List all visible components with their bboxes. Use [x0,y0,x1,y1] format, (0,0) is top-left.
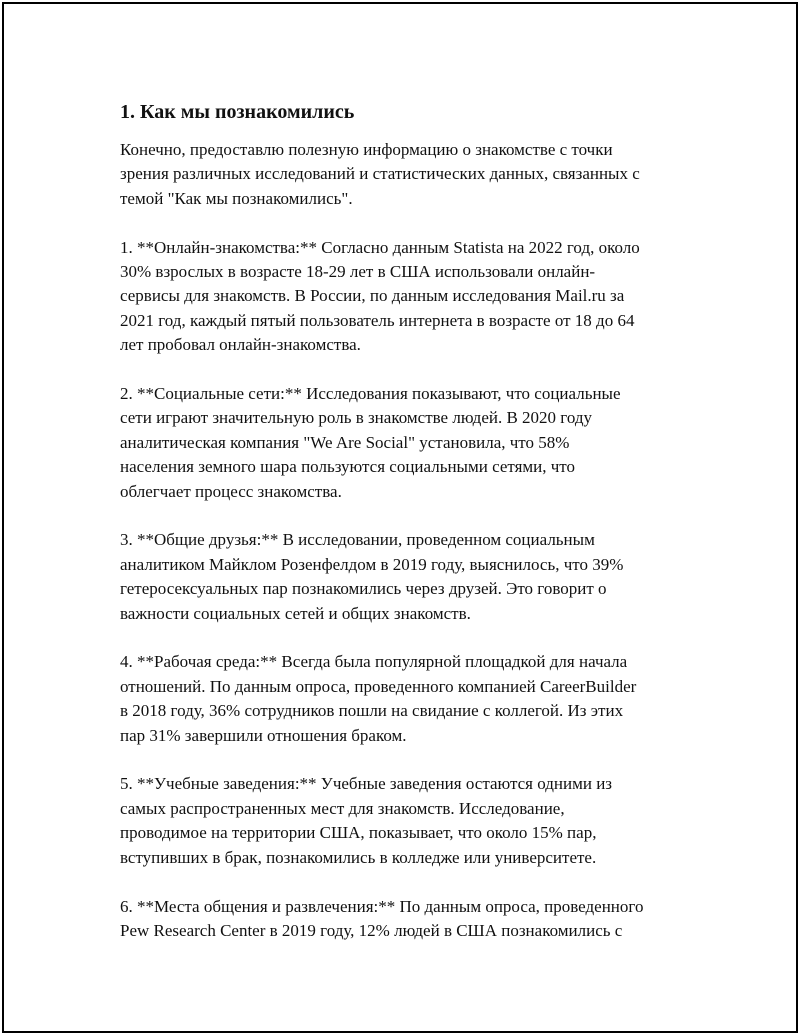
text-line: 30% взрослых в возрасте 18-29 лет в США использовали онлайн- [120,262,596,282]
text-line: 2. **Социальные сети:** Исследования показывают, что социальные [120,384,621,404]
intro-paragraph [120,138,700,211]
page-frame [2,2,798,1033]
text-line: 2021 год, каждый пятый пользователь интернета в возрасте от 18 до 64 [120,310,635,330]
paragraph-entertainment [120,895,700,944]
document-body [120,100,700,968]
text-line: сервисы для знакомств. В России, по данным исследования Mail.ru за [120,286,625,306]
text-line: Конечно, предоставлю полезную информацию о знакомстве с точки [120,140,613,159]
text-line: лет пробовал онлайн-знакомства. [120,335,361,355]
text-line: отношений. По данным опроса, проведенного компанией CareerBuilder [120,676,637,696]
paragraph-mutual-friends [120,528,700,626]
text-line: в 2018 году, 36% сотрудников пошли на свидание с коллегой. Из этих [120,701,624,721]
text-line: гетеросексуальных пар познакомились через друзей. Это говорит о [120,579,607,599]
paragraph-workplace [120,650,700,748]
paragraph-online-dating [120,236,700,358]
text-line: пар 31% завершили отношения браком. [120,725,407,745]
text-line: 1. **Онлайн-знакомства:** Согласно данным Statista на 2022 год, около [120,237,640,257]
text-line: 6. **Места общения и развлечения:** По данным опроса, проведенного [120,896,644,916]
text-line: аналитическая компания "We Are Social" установила, что 58% [120,432,570,452]
text-line: 4. **Рабочая среда:** Всегда была популярной площадкой для начала [120,652,628,672]
text-line: облегчает процесс знакомства. [120,481,342,501]
text-line: населения земного шара пользуются социальными сетями, что [120,457,576,477]
text-line: вступивших в брак, познакомились в колледже или университете. [120,847,597,867]
text-line: темой "Как мы познакомились". [120,188,353,208]
text-line: сети играют значительную роль в знакомстве людей. В 2020 году [120,408,593,428]
text-line: Pew Research Center в 2019 году, 12% людей в США познакомились с [120,920,623,940]
paragraph-education [120,772,700,870]
section-heading: 1. Как мы познакомились [120,101,355,123]
text-line: важности социальных сетей и общих знакомств. [120,603,471,623]
paragraph-social-networks [120,382,700,504]
text-line: зрения различных исследований и статистических данных, связанных с [120,164,640,184]
text-line: аналитиком Майклом Розенфелдом в 2019 году, выяснилось, что 39% [120,554,624,574]
text-line: 3. **Общие друзья:** В исследовании, проведенном социальным [120,530,595,550]
text-line: проводимое на территории США, показывает, что около 15% пар, [120,823,597,843]
text-line: самых распространенных мест для знакомств. Исследование, [120,798,565,818]
text-line: 5. **Учебные заведения:** Учебные заведения остаются одними из [120,774,613,794]
